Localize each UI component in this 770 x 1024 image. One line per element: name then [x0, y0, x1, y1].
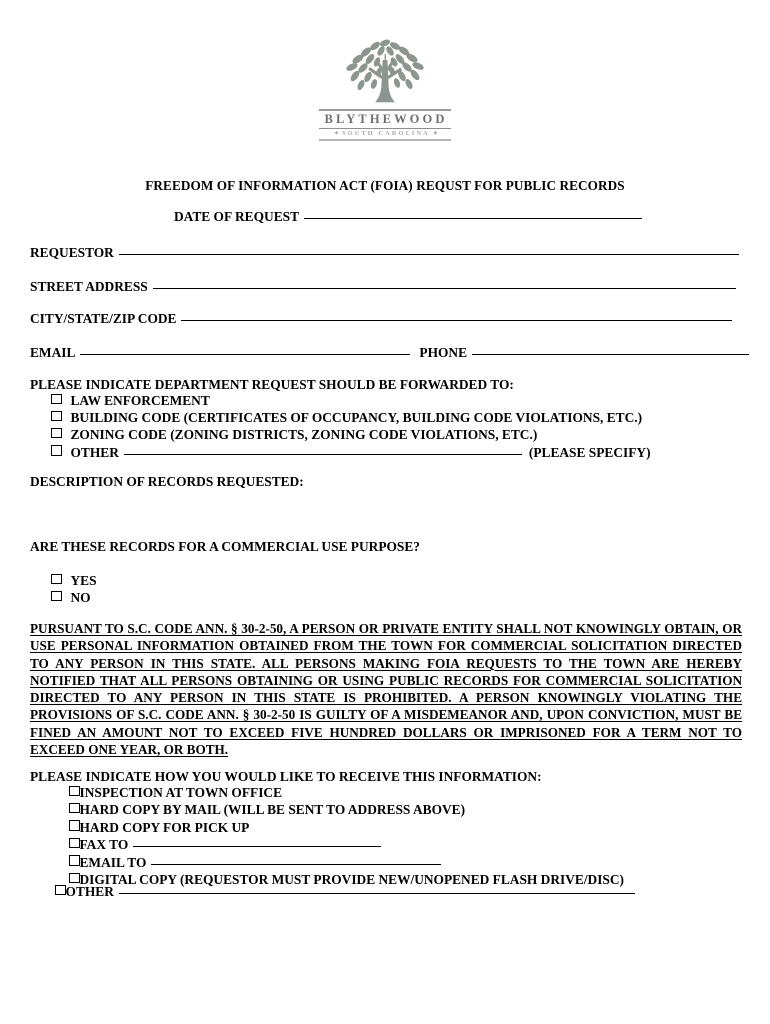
- delivery-heading: PLEASE INDICATE HOW YOU WOULD LIKE TO RECEIVE THIS INFORMATION:: [30, 769, 542, 784]
- department-option-law-enforcement[interactable]: [51, 392, 651, 409]
- department-option-other[interactable]: [51, 444, 651, 461]
- requestor-label: REQUESTOR: [30, 245, 114, 260]
- delivery-option-label: FAX TO: [79, 837, 129, 853]
- delivery-other-input[interactable]: [119, 893, 635, 894]
- phone-label: PHONE: [419, 345, 468, 360]
- city-state-zip-label: CITY/STATE/ZIP CODE: [30, 311, 177, 326]
- legal-notice-text: PURSUANT TO S.C. CODE ANN. § 30-2-50, A PERSON OR PRIVATE ENTITY SHALL NOT KNOWINGLY OBTAIN, OR USE PERSONAL INFORMATION OBTAINED FROM THE TOWN FOR COMMERCIAL SOLICITATION DIRECTED TO ANY PERSON IN THIS STATE. ALL PERSONS MAKING FOIA REQUESTS TO THE TOWN ARE HEREBY NOTIFIED THAT ALL PERSONS OBTAINING OR USING PUBLIC RECORDS FOR COMMERCIAL SOLICITATION DIRECTED TO ANY PERSON IN THIS STATE IS PROHIBITED. A PERSON KNOWINGLY VIOLATING THE PROVISIONS OF S.C. CODE ANN. § 30-2-50 IS GUILTY OF A MISDEMEANOR AND, UPON CONVICTION, MUST BE FINED AN AMOUNT NOT TO EXCEED FIVE HUNDRED DOLLARS OR IMPRISONED FOR A TERM NOT TO EXCEED ONE YEAR, OR BOTH.: [30, 621, 742, 758]
- fax-to-input[interactable]: [133, 846, 381, 847]
- department-option-building-code[interactable]: [51, 409, 651, 426]
- commercial-use-heading: ARE THESE RECORDS FOR A COMMERCIAL USE PURPOSE?: [30, 539, 421, 554]
- email-label: EMAIL: [30, 345, 76, 360]
- delivery-option-hard-copy-pickup[interactable]: [69, 819, 624, 836]
- tree-icon: [337, 34, 433, 108]
- checkbox-commercial-yes[interactable]: [51, 574, 62, 585]
- street-address-field: [30, 279, 736, 295]
- checkbox-building-code[interactable]: [51, 411, 62, 422]
- department-other-suffix: (PLEASE SPECIFY): [528, 444, 651, 460]
- department-other-input[interactable]: [124, 454, 522, 455]
- checkbox-hard-copy-for-pick-up[interactable]: [69, 820, 80, 831]
- commercial-option-label: YES: [70, 573, 97, 588]
- department-option-label: ZONING CODE (ZONING DISTRICTS, ZONING CODE VIOLATIONS, ETC.): [70, 427, 538, 443]
- delivery-option-label: DIGITAL COPY (REQUESTOR MUST PROVIDE NEW/UNOPENED FLASH DRIVE/DISC): [79, 872, 625, 888]
- delivery-other-label: OTHER: [65, 884, 114, 899]
- delivery-option-label: HARD COPY BY MAIL (WILL BE SENT TO ADDRESS ABOVE): [79, 802, 466, 818]
- checkbox-zoning-code[interactable]: [51, 428, 62, 439]
- department-option-label: OTHER: [70, 444, 119, 460]
- requestor-field: [30, 245, 739, 261]
- delivery-option-label: HARD COPY FOR PICK UP: [79, 819, 250, 835]
- commercial-option-label: NO: [70, 590, 91, 606]
- email-input[interactable]: [80, 354, 410, 355]
- email-phone-row: [30, 345, 749, 361]
- checkbox-fax-to[interactable]: [69, 838, 80, 849]
- delivery-option-email[interactable]: [69, 854, 624, 871]
- checkbox-email-to[interactable]: [69, 855, 80, 866]
- date-of-request-input[interactable]: [304, 218, 642, 219]
- checkbox-department-other[interactable]: [51, 445, 62, 456]
- description-input-area[interactable]: [30, 490, 742, 532]
- date-of-request-field: [174, 209, 642, 225]
- delivery-option-label: INSPECTION AT TOWN OFFICE: [79, 785, 283, 800]
- department-option-label: LAW ENFORCEMENT: [70, 393, 210, 408]
- logo-town-name: BLYTHEWOOD: [324, 112, 448, 126]
- commercial-option-no[interactable]: [51, 589, 97, 606]
- department-option-zoning-code[interactable]: [51, 426, 651, 443]
- logo-rule-bottom: [319, 139, 451, 141]
- city-state-zip-field: [30, 311, 732, 327]
- commercial-option-yes[interactable]: [51, 572, 97, 589]
- commercial-use-options: [51, 572, 97, 606]
- delivery-options: [69, 784, 624, 888]
- town-logo: [0, 34, 770, 141]
- department-heading: PLEASE INDICATE DEPARTMENT REQUEST SHOULD BE FORWARDED TO:: [30, 377, 514, 392]
- delivery-option-fax[interactable]: [69, 836, 624, 853]
- phone-input[interactable]: [472, 354, 749, 355]
- description-heading: DESCRIPTION OF RECORDS REQUESTED:: [30, 474, 304, 489]
- date-of-request-label: DATE OF REQUEST: [174, 209, 299, 224]
- checkbox-hard-copy-by-mail[interactable]: [69, 803, 80, 814]
- checkbox-inspection-at-town-office[interactable]: [69, 786, 80, 797]
- delivery-option-other[interactable]: [55, 884, 635, 900]
- city-state-zip-input[interactable]: [181, 320, 732, 321]
- street-address-label: STREET ADDRESS: [30, 279, 148, 294]
- delivery-option-inspection[interactable]: [69, 784, 624, 801]
- logo-state-name: ✦ SOUTH CAROLINA ✦: [333, 129, 439, 137]
- checkbox-law-enforcement[interactable]: [51, 394, 62, 405]
- checkbox-digital-copy[interactable]: [69, 873, 80, 884]
- department-options: [51, 392, 651, 461]
- street-address-input[interactable]: [153, 288, 736, 289]
- email-to-input[interactable]: [151, 864, 441, 865]
- page-title: FREEDOM OF INFORMATION ACT (FOIA) REQUST FOR PUBLIC RECORDS: [145, 178, 625, 193]
- delivery-option-label: EMAIL TO: [79, 854, 147, 870]
- department-option-label: BUILDING CODE (CERTIFICATES OF OCCUPANCY, BUILDING CODE VIOLATIONS, ETC.): [70, 410, 643, 426]
- checkbox-commercial-no[interactable]: [51, 591, 62, 602]
- checkbox-delivery-other[interactable]: [55, 885, 66, 896]
- delivery-option-hard-copy-mail[interactable]: [69, 801, 624, 818]
- requestor-input[interactable]: [119, 254, 739, 255]
